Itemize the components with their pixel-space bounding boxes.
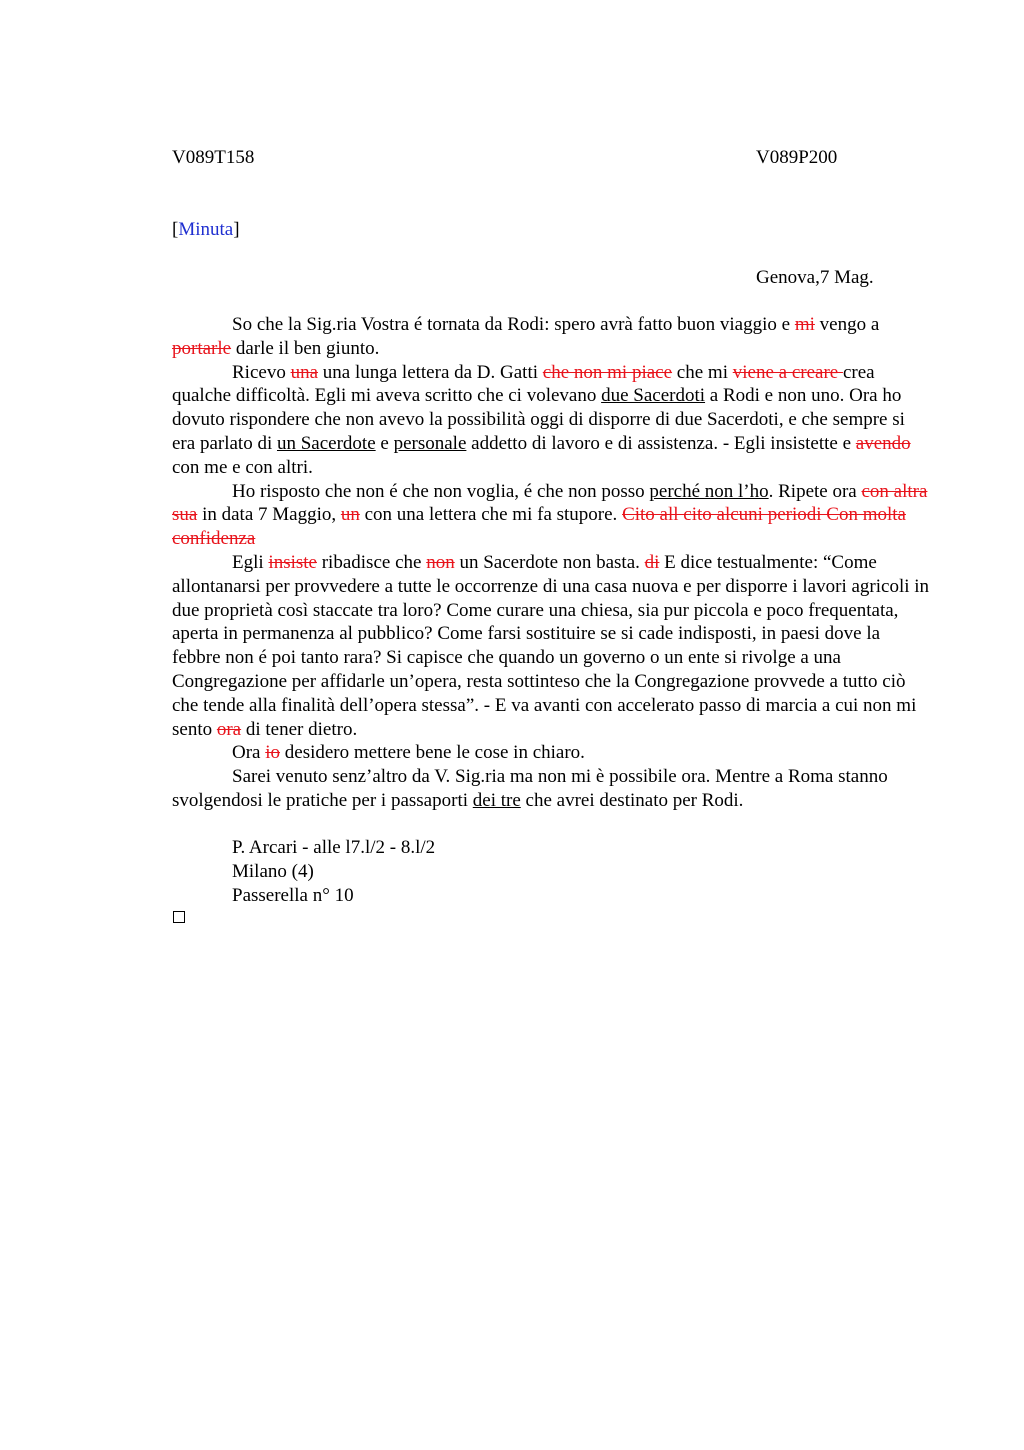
paragraph-2 [172, 361, 932, 480]
text-run: addetto di lavoro e di assistenza. - Egli insistette e [466, 432, 856, 454]
address-line-3: Passerella n° 10 [232, 884, 354, 906]
text-run: So che la Sig.ria Vostra é tornata da Rodi: spero avrà fatto buon viaggio e [232, 314, 795, 335]
text-run: . Ripete ora [768, 480, 862, 502]
deleted-text: non [426, 551, 455, 573]
paragraph-4 [172, 551, 932, 741]
deleted-text: io [265, 742, 281, 764]
text-run: darle il ben giunto. [231, 337, 380, 359]
text-run: Sarei venuto senz’altro da V. Sig.ria ma non mi è possibile ora. Mentre a Roma stanno svolgendosi le pratiche per i passaporti [172, 766, 888, 811]
text-run: di tener dietro. [241, 718, 358, 740]
text-run: con una lettera che mi fa stupore. [359, 504, 623, 526]
note-bracket-close: ] [233, 219, 240, 240]
deleted-text: mi [794, 314, 815, 335]
paragraph-3 [172, 480, 932, 551]
note-label: Minuta [178, 219, 234, 240]
text-run: e [375, 432, 394, 454]
underlined-text: dei tre [472, 789, 521, 811]
letter-body [172, 313, 932, 813]
text-run: Ho risposto che non é che non voglia, é che non posso [232, 480, 650, 502]
address-line-2: Milano (4) [232, 860, 314, 882]
underlined-text: due Sacerdoti [601, 385, 706, 407]
text-run: un Sacerdote non basta. [454, 551, 645, 573]
address-block [232, 836, 435, 907]
paragraph-1 [172, 313, 932, 361]
text-run: crea qualche difficoltà. Egli mi aveva scritto che ci volevano [172, 361, 875, 407]
text-run: a Rodi e non uno. Ora ho dovuto rispondere che non avevo la possibilità oggi di disporre di due Sacerdoti, e che sempre si era parlato di [172, 385, 905, 454]
deleted-text: Cito all cito alcuni periodi Con molta confidenza [172, 504, 906, 550]
deleted-text: viene a creare [732, 361, 843, 383]
end-square-icon [173, 911, 185, 923]
text-run: in data 7 Maggio, [197, 504, 341, 526]
underlined-text: perché non l’ho [649, 480, 769, 502]
paragraph-6 [172, 765, 932, 813]
deleted-text: con altra sua [172, 480, 928, 526]
text-run: che avrei destinato per Rodi. [520, 789, 744, 811]
deleted-text: ora [216, 718, 242, 740]
paragraph-5 [172, 741, 932, 765]
text-run: una lunga lettera da D. Gatti [318, 361, 543, 383]
text-run: Ricevo [232, 361, 291, 383]
deleted-text: portarle [172, 337, 232, 359]
underlined-text: personale [393, 432, 467, 454]
text-run: che mi [672, 361, 733, 383]
document-code-left: V089T158 [172, 147, 255, 168]
text-run: E dice testualmente: “Come allontanarsi per provvedere a tutte le occorrenze di una casa nuova e per disporre i lavori agricoli in due proprietà così staccate tra loro? Come curare una chiesa, sia pur piccola e poco frequentata, aperta in permanenza al pubblico? Come farsi sostituire se si cade indisposti, in paesi dove la febbre non é poi tanto rara? Si capisce che quando un governo o un ente si rivolge a una Congregazione per affidarle un’opera, resta sottinteso che la Congregazione provvede a tutto ciò che tende alla finalità dell’opera stessa”. - E va avanti con accelerato passo di marcia a cui non mi sento [172, 551, 930, 740]
text-run: vengo a [814, 314, 880, 335]
underlined-text: un Sacerdote [276, 432, 376, 454]
text-run: Egli [232, 551, 269, 573]
text-run: ribadisce che [316, 551, 427, 573]
note-bracket-open: [ [172, 219, 179, 240]
document-code-right: V089P200 [756, 147, 838, 168]
editorial-note [172, 218, 240, 242]
place-date: Genova,7 Mag. [756, 267, 874, 288]
text-run: con me e con altri. [172, 456, 313, 478]
deleted-text: che non mi piace [542, 361, 673, 383]
text-run: Ora [232, 742, 266, 764]
deleted-text: una [290, 361, 319, 383]
text-run: desidero mettere bene le cose in chiaro. [280, 742, 585, 764]
address-line-1: P. Arcari - alle l7.l/2 - 8.l/2 [232, 837, 436, 858]
deleted-text: avendo [855, 432, 911, 454]
deleted-text: di [644, 551, 660, 573]
deleted-text: insiste [268, 551, 317, 573]
deleted-text: un [340, 504, 360, 526]
